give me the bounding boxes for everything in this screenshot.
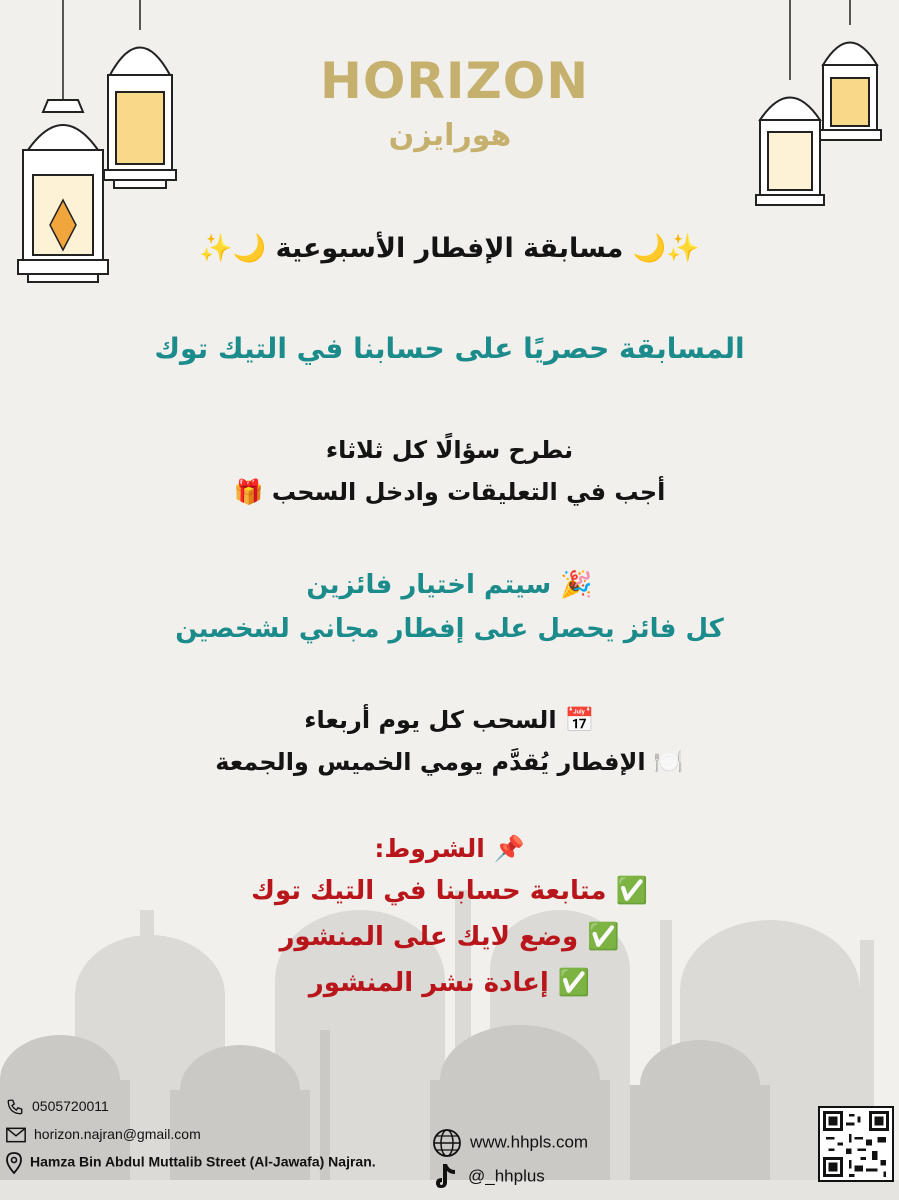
phone-icon: [6, 1098, 24, 1116]
contact-address: [6, 1152, 376, 1174]
horizon-logo: [300, 40, 600, 160]
schedule-iftar: 🍽️ الإفطار يُقدَّم يومي الخميس والجمعة: [215, 748, 684, 776]
location-pin-icon: [6, 1152, 22, 1174]
lantern-small-left-icon: [98, 0, 183, 195]
page-title: [0, 232, 899, 264]
logo-arabic-text: هورايزن: [388, 118, 512, 153]
title-text: مسابقة الإفطار الأسبوعية: [275, 233, 624, 264]
contact-phone: [6, 1098, 109, 1116]
condition-item-follow: ✅ متابعة حسابنا في التيك توك: [251, 876, 648, 906]
subtitle-tiktok-exclusive: المسابقة حصريًا على حسابنا في التيك توك: [154, 332, 745, 365]
globe-icon: [432, 1128, 462, 1158]
logo-english-text: HORIZON: [320, 52, 590, 110]
title-decor-right: ✨🌙: [632, 233, 701, 264]
tiktok-link[interactable]: [432, 1162, 545, 1192]
mail-icon: [6, 1127, 26, 1143]
phone-number: 0505720011: [32, 1098, 109, 1114]
website-link[interactable]: [432, 1128, 588, 1158]
condition-item-like: ✅ وضع لايك على المنشور: [279, 922, 620, 952]
lantern-medium-right-icon: [752, 0, 828, 215]
contact-email: [6, 1126, 201, 1143]
website-url: www.hhpls.com: [470, 1132, 589, 1152]
winners-line-2: كل فائز يحصل على إفطار مجاني لشخصين: [175, 614, 724, 644]
qr-code[interactable]: [818, 1106, 894, 1182]
schedule-draw: 📅 السحب كل يوم أربعاء: [304, 706, 595, 734]
email-address: horizon.najran@gmail.com: [34, 1126, 201, 1142]
tiktok-icon: [432, 1162, 460, 1192]
intro-line-2: أجب في التعليقات وادخل السحب 🎁: [233, 478, 666, 506]
intro-line-1: نطرح سؤالًا كل ثلاثاء: [325, 436, 574, 464]
conditions-heading: 📌 الشروط:: [374, 834, 525, 863]
condition-item-repost: ✅ إعادة نشر المنشور: [308, 968, 591, 998]
street-address: Hamza Bin Abdul Muttalib Street (Al-Jawafa) Najran.: [30, 1153, 376, 1170]
title-decor-left: 🌙✨: [198, 233, 267, 264]
winners-line-1: 🎉 سيتم اختيار فائزين: [306, 570, 593, 600]
tiktok-handle: @_hhplus: [468, 1166, 545, 1186]
